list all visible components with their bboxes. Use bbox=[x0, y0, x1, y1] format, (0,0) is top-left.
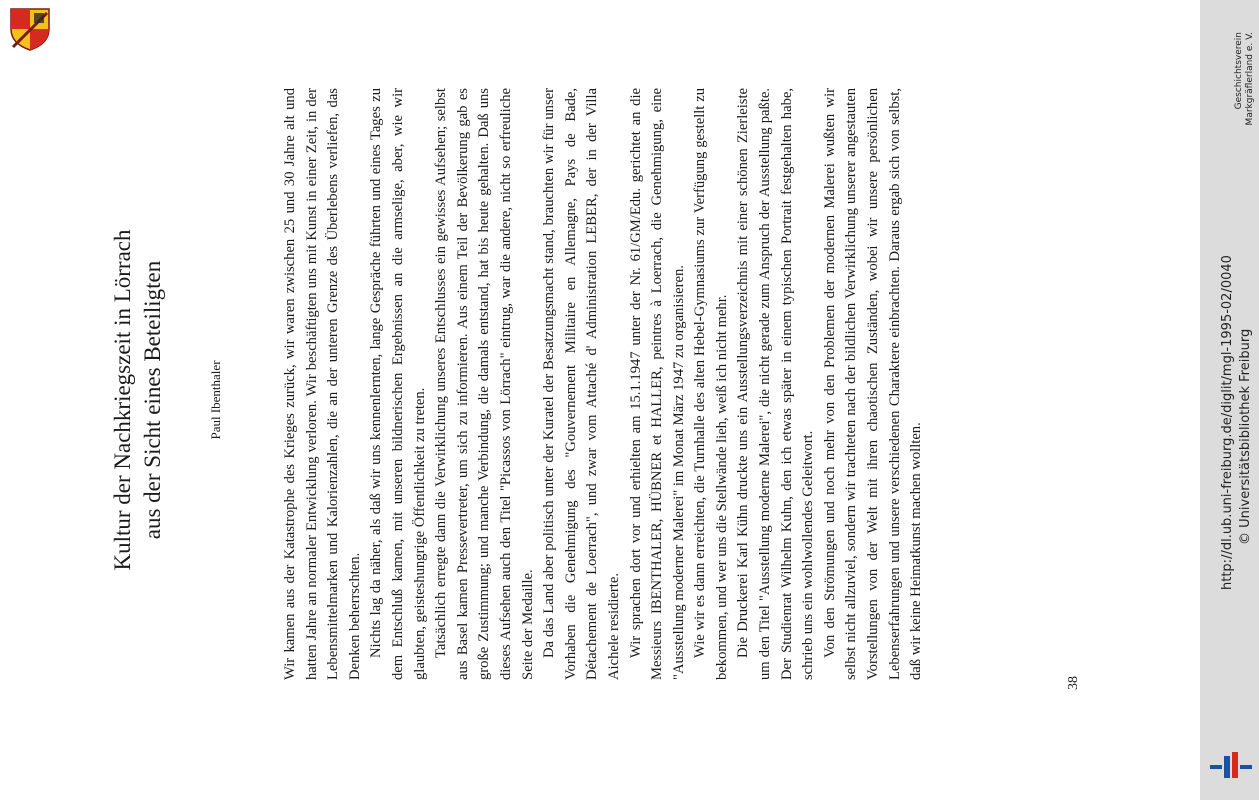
paragraph: Nichts lag da näher, als daß wir uns kennenlernten, lange Gespräche führten und eines Tages zu dem Entschluß kamen, mit unseren bildnerischen Ergebnissen an die armselige, aber, wie wir glaubten, geisteshungrige Öffentlichkeit zu treten. bbox=[368, 88, 428, 680]
paragraph: Tatsächlich erregte dann die Verwirklichung unseres Entschlusses ein gewisses Aufsehen; selbst aus Basel kamen Pressevertreter, um sich zu informieren. Aus einem Teil der Bevölkerung gab es große Zustimmung; und manche Verbindung, die damals entstand, hat bis heute gehalten. Daß uns dieses Aufsehen auch den Titel "Picassos von Lörrach" eintrug, war die andere, nicht so erfreuliche Seite der Medaille. bbox=[433, 88, 536, 680]
author-name: Paul Ibenthaler bbox=[208, 360, 223, 440]
paragraph: Wie wir es dann erreichten, die Turnhalle des alten Hebel-Gymnasiums zur Verfügung gestellt zu bekommen, und wer uns die Stellwände lieh, weiß ich nicht mehr. bbox=[692, 88, 730, 680]
ub-freiburg-logo-icon bbox=[1208, 748, 1256, 784]
page-number: 38 bbox=[1066, 676, 1081, 690]
title-line-2: aus der Sicht eines Beteiligten bbox=[140, 260, 165, 540]
article-title bbox=[108, 0, 168, 800]
paragraph: Von den Strömungen und noch mehr von den Problemen der modernen Malerei wußten wir selbst nicht allzuviel, sondern wir trachteten nach der bildlichen Verwirklichung unserer angestauten Vorstellungen von der Welt mit ihren chaotischen Zuständen, wobei wir unsere persönlichen Lebenserfahrungen und unsere verschiedenen Charaktere einbrachten. Daraus ergab sich von selbst, daß wir keine Heimatkunst machen wollten. bbox=[821, 88, 925, 680]
paragraph: Die Druckerei Karl Kühn druckte uns ein Ausstellungsverzeichnis mit einer schönen Zierleiste um den Titel "Ausstellung moderne Malerei", die nicht gerade zum Anspruch der Ausstellung paßte. Der Studienrat Wilhelm Kuhn, den ich etwas später in einem typischen Portrait festgehalten habe, schrieb uns ein wohlwollendes Geleitwort. bbox=[735, 88, 817, 680]
paragraph: Da das Land aber politisch unter der Kuratel der Besatzungsmacht stand, brauchten wir für unser Vorhaben die Genehmigung des "Gouvernement Militaire en Allemagne, Pays de Bade, Détachement de Loerrach", und zwar vom Attaché d' Administration LEBER, der in der Villa Aichele residierte. bbox=[541, 88, 622, 680]
paragraph: Wir sprachen dort vor und erhielten am 15.1.1947 unter der Nr. 61/GM/Edu. gerichtet an die Messieurs IBENTHALER, HÜBNER et HALLER, peintres à Loerrach, die Genehmigung, eine "Ausstellung moderner Malerei" im Monat März 1947 zu organisieren. bbox=[627, 88, 687, 680]
society-name-line-1: Geschichtsverein bbox=[1234, 32, 1244, 110]
markgraeflerland-crest-icon bbox=[7, 7, 53, 51]
title-line-1: Kultur der Nachkriegszeit in Lörrach bbox=[110, 229, 135, 571]
copyright-notice: © Universitätsbibliothek Freiburg bbox=[1238, 328, 1253, 545]
permalink-url[interactable]: http://dl.ub.uni-freiburg.de/diglit/mgl-1995-02/0040 bbox=[1220, 255, 1235, 590]
article-body bbox=[280, 88, 928, 680]
society-name-line-2: Markgräflerland e. V. bbox=[1245, 32, 1255, 126]
paragraph: Wir kamen aus der Katastrophe des Krieges zurück, wir waren zwischen 25 und 30 Jahre alt und hatten Jahre an normaler Entwicklung verloren. Wir beschäftigten uns mit Kunst in einer Zeit, in der Lebensmittelmarken und Kalorienzahlen, die an der unteren Grenze des Überlebens verliefen, das Denken beherrschten. bbox=[282, 88, 363, 680]
